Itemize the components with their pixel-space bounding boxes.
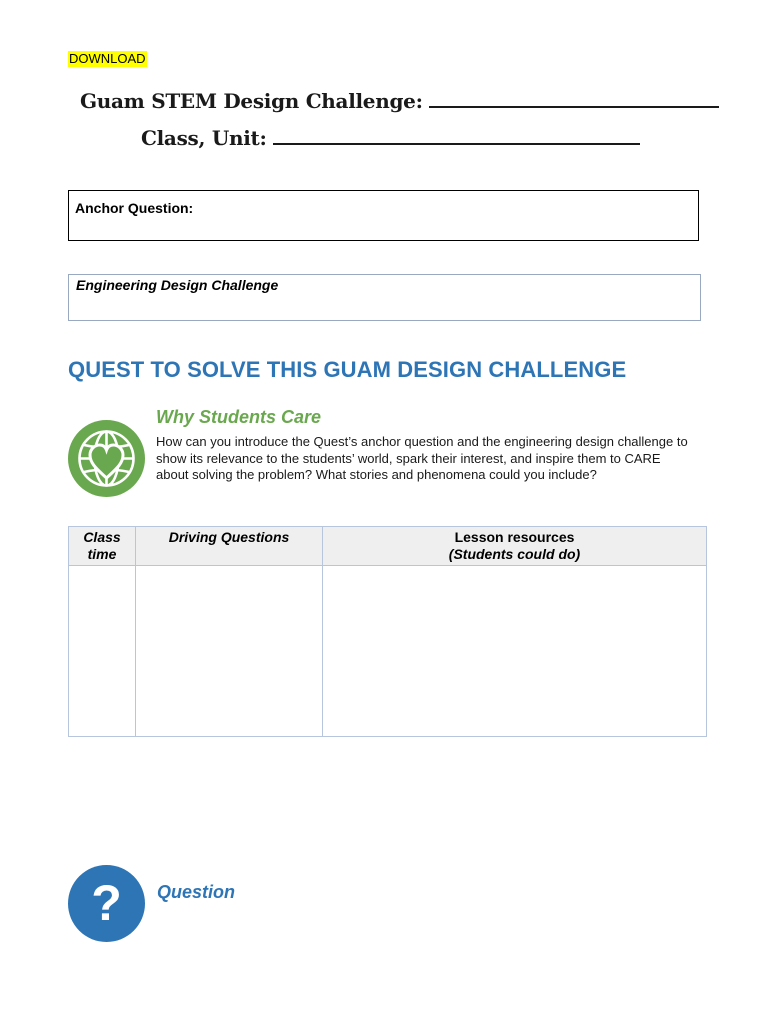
class-time-header-line2: time bbox=[87, 546, 117, 562]
challenge-title-line bbox=[80, 86, 719, 113]
class-time-header bbox=[69, 527, 136, 566]
question-title: Question bbox=[157, 882, 236, 902]
class-time-cell[interactable] bbox=[69, 566, 136, 737]
class-time-header-line1: Class bbox=[83, 529, 121, 545]
challenge-title-blank[interactable] bbox=[429, 86, 719, 108]
why-students-care-body: How can you introduce the Quest’s anchor question and the engineering design challenge to show its relevance to the students’ world, spark their interest, and inspire them to CARE about solving the problem? What stories and phenomena could you include? bbox=[156, 434, 688, 482]
class-unit-line bbox=[141, 123, 640, 150]
anchor-question-box[interactable] bbox=[68, 190, 699, 241]
lesson-table-header-row bbox=[69, 527, 707, 566]
lesson-resources-header bbox=[323, 527, 707, 566]
anchor-question-label: Anchor Question: bbox=[75, 200, 194, 216]
lesson-resources-header-line2: (Students could do) bbox=[448, 546, 581, 562]
why-students-care-title: Why Students Care bbox=[156, 407, 322, 427]
lesson-resources-cell[interactable] bbox=[323, 566, 707, 737]
download-link[interactable]: DOWNLOAD bbox=[69, 51, 146, 66]
lesson-table bbox=[68, 526, 707, 737]
globe-heart-icon bbox=[68, 420, 145, 497]
lesson-resources-header-line1: Lesson resources bbox=[454, 529, 575, 545]
driving-questions-cell[interactable] bbox=[136, 566, 323, 737]
class-unit-blank[interactable] bbox=[273, 123, 640, 145]
question-mark-icon: ? bbox=[68, 865, 145, 942]
table-row bbox=[69, 566, 707, 737]
class-unit-label: Class, Unit: bbox=[141, 126, 267, 150]
quest-heading: QUEST TO SOLVE THIS GUAM DESIGN CHALLENGE bbox=[68, 357, 627, 382]
challenge-title-label: Guam STEM Design Challenge: bbox=[80, 89, 423, 113]
engineering-challenge-label: Engineering Design Challenge bbox=[76, 277, 279, 293]
driving-questions-header bbox=[136, 527, 323, 566]
driving-questions-header-text: Driving Questions bbox=[168, 529, 290, 545]
engineering-challenge-box[interactable] bbox=[68, 274, 701, 321]
